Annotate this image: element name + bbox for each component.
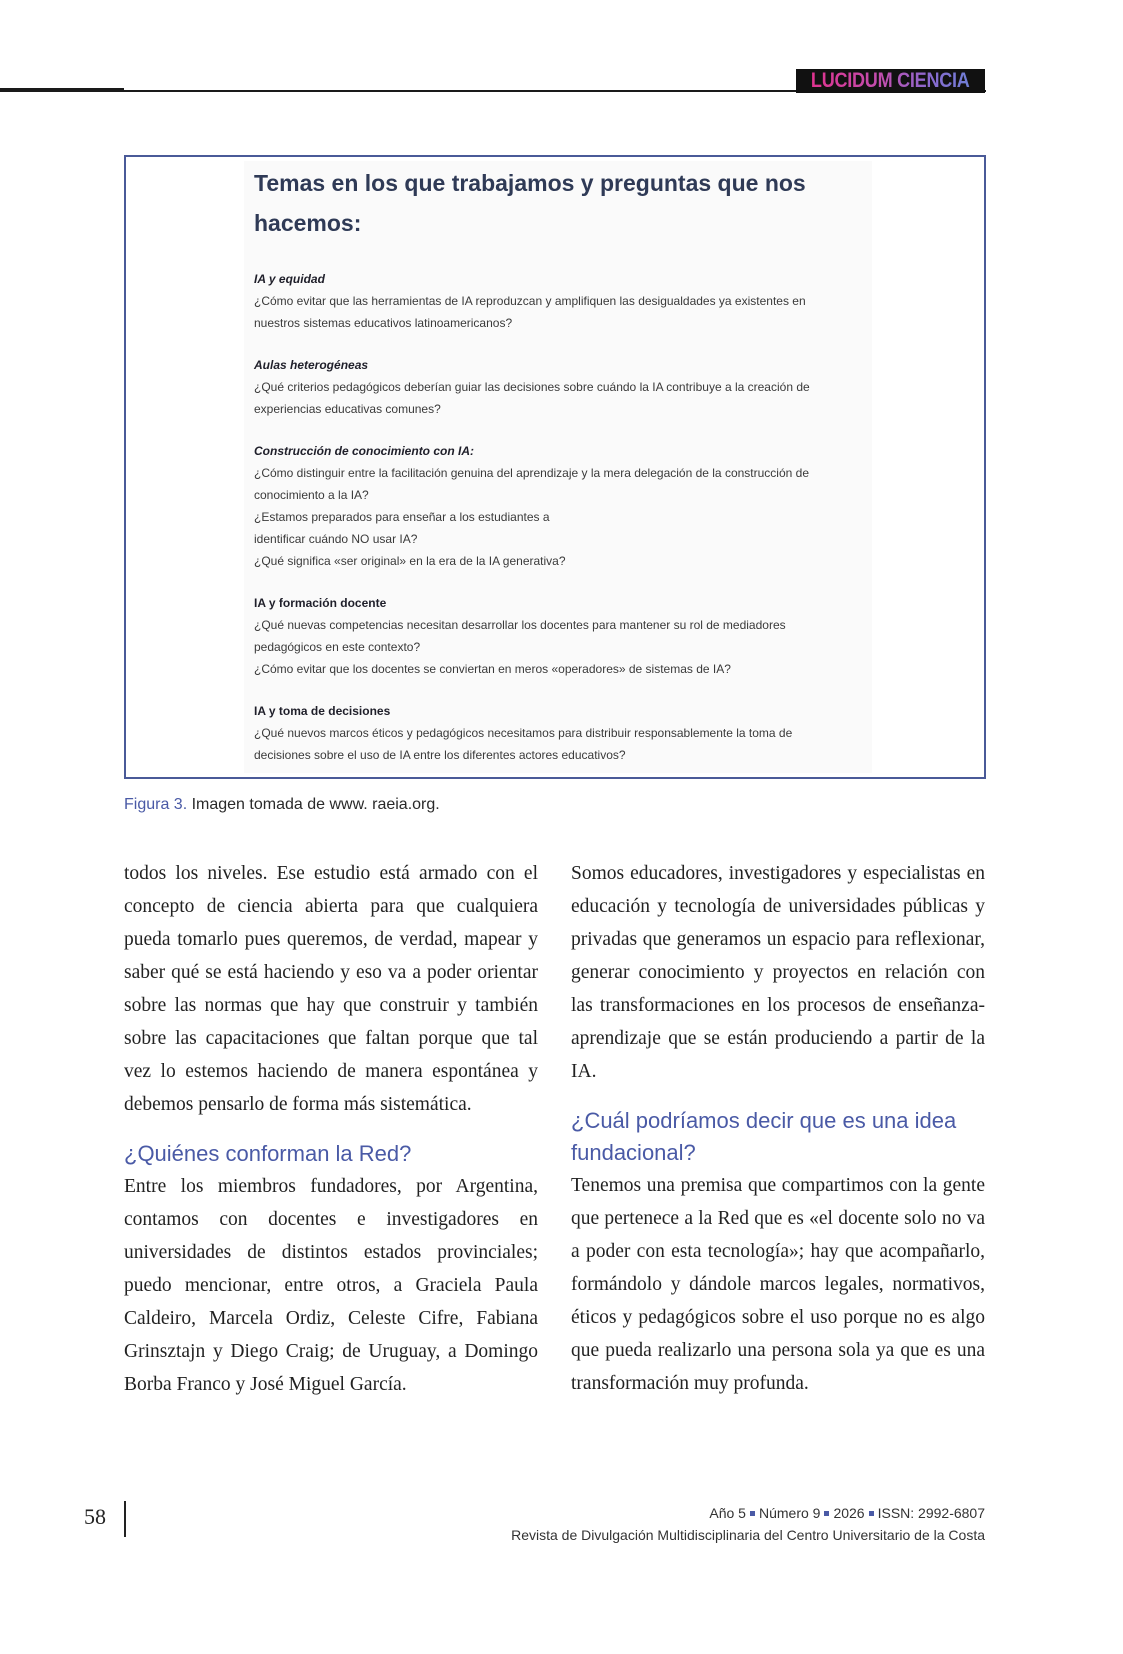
right-column (571, 857, 985, 1400)
topic-aulas-heterogeneas (254, 354, 894, 420)
topic-heading: Construcción de conocimiento con IA: (254, 444, 475, 458)
topic-question: ¿Qué nuevas competencias necesitan desarrollar los docentes para mantener su rol de mediadores pedagógicos en este contexto? (254, 618, 786, 654)
paragraph: todos los niveles. Ese estudio está armado con el concepto de ciencia abierta para que cualquiera pueda tomarlo pues queremos, de verdad, mapear y saber qué se está haciendo y eso va a poder orientar sobre las normas que hay que construir y también sobre las capacitaciones que faltan porque que tal vez lo estemos haciendo de manera espontánea y debemos pensarlo de forma más sistemática. (124, 863, 538, 1115)
page-number: 58 (84, 1504, 106, 1529)
topic-question: ¿Estamos preparados para enseñar a los estudiantes a (254, 510, 550, 524)
topic-question: identificar cuándo NO usar IA? (254, 532, 418, 546)
header-rule-thick (0, 88, 124, 92)
left-column (124, 857, 538, 1401)
paragraph: Entre los miembros fundadores, por Argentina, contamos con docentes e investigadores en universidades de distintos estados provinciales; puedo mencionar, entre otros, a Graciela Paula Caldeiro, Marcela Ordiz, Celeste Cifre, Fabiana Grinsztajn y Diego Craig; de Uruguay, a Domingo Borba Franco y José Miguel García. (124, 1176, 538, 1395)
topic-ia-equidad (254, 268, 894, 334)
topic-formacion-docente (254, 592, 894, 680)
topic-heading: IA y formación docente (254, 596, 387, 610)
figure-title: Temas en los que trabajamos y preguntas que nos hacemos: (254, 170, 806, 236)
figure-3-image (124, 155, 986, 779)
caption-text: Imagen tomada de www. raeia.org. (187, 796, 440, 813)
caption-label: Figura 3. (124, 796, 188, 813)
topic-question: ¿Cómo evitar que los docentes se conviertan en meros «operadores» de sistemas de IA? (254, 662, 731, 676)
topic-toma-decisiones (254, 700, 894, 766)
journal-logo: LUCIDUM CIENCIA (796, 69, 985, 93)
topic-question: ¿Cómo distinguir entre la facilitación genuina del aprendizaje y la mera delegación de la construcción de conocimiento a la IA? (254, 466, 809, 502)
section-heading: ¿Quiénes conforman la Red? (124, 1141, 412, 1166)
square-bullet-icon (750, 1511, 755, 1516)
topic-question: ¿Qué nuevos marcos éticos y pedagógicos necesitamos para distribuir responsablemente la toma de decisiones sobre el uso de IA entre los diferentes actores educativos? (254, 726, 793, 762)
topic-heading: IA y equidad (254, 272, 325, 286)
topic-question: ¿Qué criterios pedagógicos deberían guiar las decisiones sobre cuándo la IA contribuye a la creación de experiencias educativas comunes? (254, 380, 810, 416)
square-bullet-icon (869, 1511, 874, 1516)
journal-name: Revista de Divulgación Multidisciplinaria del Centro Universitario de la Costa (511, 1527, 985, 1543)
footer-divider (124, 1501, 126, 1537)
square-bullet-icon (824, 1511, 829, 1516)
topic-heading: Aulas heterogéneas (254, 358, 369, 372)
figure-caption (124, 796, 440, 814)
issue-info: Año 5 Número 9 2026 ISSN: 2992-6807 (709, 1505, 985, 1521)
paragraph: Somos educadores, investigadores y especialistas en educación y tecnología de universidades públicas y privadas que generamos un espacio para reflexionar, generar conocimiento y proyectos en relación con las transformaciones en los procesos de enseñanza-aprendizaje que se están produciendo a partir de la IA. (571, 863, 985, 1082)
topic-heading: IA y toma de decisiones (254, 704, 391, 718)
paragraph: Tenemos una premisa que compartimos con la gente que pertenece a la Red que es «el docente solo no va a poder con esta tecnología»; hay que acompañarlo, formándolo y dándole marcos legales, normativos, éticos y pedagógicos sobre el uso porque no es algo que pueda realizarlo una persona sola ya que es una transformación muy profunda. (571, 1175, 985, 1394)
topic-question: ¿Qué significa «ser original» en la era de la IA generativa? (254, 554, 566, 568)
section-heading: ¿Cuál podríamos decir que es una idea fundacional? (571, 1108, 957, 1165)
topic-question: ¿Cómo evitar que las herramientas de IA reproduzcan y amplifiquen las desigualdades ya existentes en nuestros sistemas educativos latinoamericanos? (254, 294, 806, 330)
footer-meta (511, 1502, 985, 1546)
topic-construccion-conocimiento (254, 440, 894, 572)
